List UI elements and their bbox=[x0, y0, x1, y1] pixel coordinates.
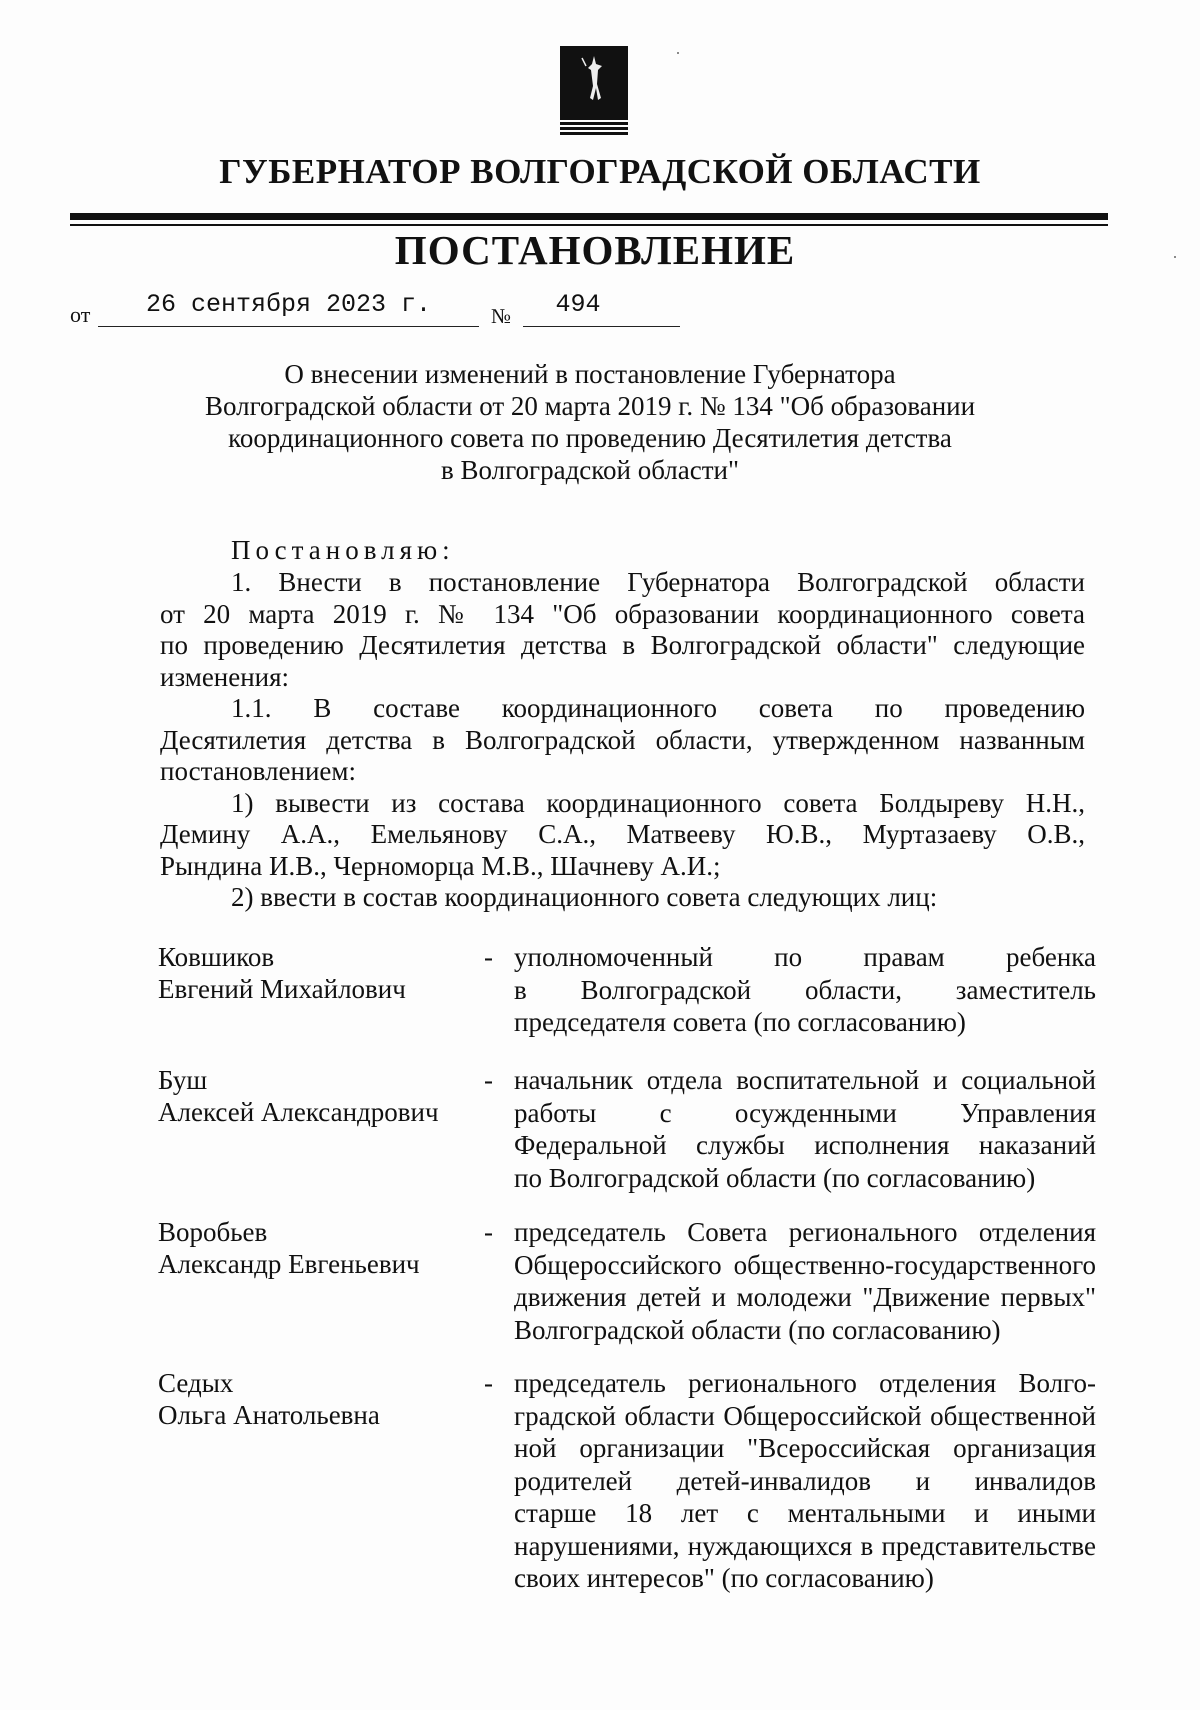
role-line: Федеральной службы исполнения наказаний bbox=[514, 1130, 1096, 1160]
role-line: в Волгоградской области, заместитель bbox=[514, 974, 1096, 1005]
paragraph-line: постановлением: bbox=[160, 756, 356, 786]
role-line: градской области Общероссийской общественной bbox=[514, 1400, 1096, 1431]
member-dash: - bbox=[484, 1217, 493, 1247]
role-line: своих интересов" (по согласованию) bbox=[514, 1563, 934, 1593]
paragraph-line: 1.1. В составе координационного совета по проведению bbox=[231, 693, 1085, 723]
document-subject bbox=[180, 358, 1000, 486]
member-role bbox=[514, 1367, 1096, 1595]
role-line: председатель Совета регионального отделения bbox=[514, 1217, 1096, 1247]
member-surname: Буш bbox=[158, 1065, 208, 1095]
number-label: № bbox=[491, 304, 512, 328]
member-given-names: Александр Евгеньевич bbox=[158, 1249, 420, 1279]
subject-line: координационного совета по проведению Десятилетия детства bbox=[228, 423, 952, 453]
paragraph-line: от 20 марта 2019 г. № 134 "Об образовании координационного совета bbox=[160, 598, 1085, 629]
role-line: уполномоченный по правам ребенка bbox=[514, 942, 1096, 972]
number-underline bbox=[523, 326, 680, 327]
role-line: председатель регионального отделения Волго- bbox=[514, 1368, 1096, 1398]
member-dash: - bbox=[484, 1368, 493, 1398]
member-dash: - bbox=[484, 1065, 493, 1095]
role-line: Волгоградской области (по согласованию) bbox=[514, 1314, 1001, 1345]
role-line: родителей детей-инвалидов и инвалидов bbox=[514, 1465, 1096, 1496]
role-line: начальник отдела воспитательной и социальной bbox=[514, 1065, 1096, 1095]
operative-text bbox=[160, 567, 1085, 914]
role-line: нарушениями, нуждающихся в представительстве bbox=[514, 1530, 1096, 1561]
paragraph-line: Десятилетия детства в Волгоградской области, утвержденном названным bbox=[160, 724, 1085, 755]
member-name bbox=[158, 1216, 458, 1280]
subject-line: Волгоградской области от 20 марта 2019 г. № 134 "Об образовании bbox=[204, 391, 976, 421]
role-line: движения детей и молодежи "Движение первых" bbox=[514, 1282, 1096, 1312]
role-line: по Волгоградской области (по согласованию) bbox=[514, 1162, 1036, 1193]
date-underline bbox=[98, 326, 479, 327]
header-rule-thick bbox=[70, 213, 1108, 220]
date-prefix: от bbox=[70, 302, 91, 327]
role-line: старше 18 лет с ментальными и иными bbox=[514, 1498, 1096, 1528]
paragraph-line: Рындина И.В., Черноморца М.В., Шачневу А.И.; bbox=[160, 850, 721, 881]
member-name bbox=[158, 941, 458, 1005]
authority-title: ГУБЕРНАТОР ВОЛГОГРАДСКОЙ ОБЛАСТИ bbox=[219, 152, 981, 191]
paragraph-line: изменения: bbox=[160, 661, 290, 692]
member-dash: - bbox=[484, 942, 493, 972]
member-surname: Седых bbox=[158, 1368, 234, 1398]
subject-line: О внесении изменений в постановление Губернатора bbox=[284, 359, 896, 389]
role-line: председателя совета (по согласованию) bbox=[514, 1007, 966, 1037]
decree-word: Постановляю: bbox=[231, 535, 455, 565]
paragraph-line: по проведению Десятилетия детства в Волгоградской области" следующие bbox=[160, 630, 1085, 660]
role-line: работы с осужденными Управления bbox=[514, 1097, 1096, 1128]
role-line: Общероссийского общественно-государственного bbox=[514, 1249, 1096, 1280]
member-given-names: Ольга Анатольевна bbox=[158, 1400, 380, 1430]
member-role bbox=[514, 941, 1096, 1039]
scan-speck bbox=[1174, 256, 1176, 258]
member-surname: Ковшиков bbox=[158, 942, 275, 972]
coat-of-arms-icon bbox=[558, 46, 631, 142]
document-date: 26 сентября 2023 г. bbox=[145, 290, 432, 319]
paragraph-line: Демину А.А., Емельянову С.А., Матвееву Ю.В., Муртазаеву О.В., bbox=[160, 819, 1085, 849]
member-given-names: Евгений Михайлович bbox=[158, 974, 406, 1004]
paragraph-line: 1) вывести из состава координационного совета Болдыреву Н.Н., bbox=[231, 787, 1085, 818]
subject-line: в Волгоградской области" bbox=[440, 455, 740, 485]
paragraph-line: 1. Внести в постановление Губернатора Волгоградской области bbox=[231, 567, 1085, 597]
role-line: ной организации "Всероссийская организация bbox=[514, 1433, 1096, 1463]
member-role bbox=[514, 1064, 1096, 1194]
member-surname: Воробьев bbox=[158, 1217, 268, 1247]
member-given-names: Алексей Александрович bbox=[158, 1097, 439, 1127]
member-name bbox=[158, 1367, 458, 1431]
scan-speck bbox=[677, 52, 679, 54]
paragraph-line: 2) ввести в состав координационного совета следующих лиц: bbox=[231, 882, 938, 912]
member-name bbox=[158, 1064, 458, 1128]
document-type: ПОСТАНОВЛЕНИЕ bbox=[394, 227, 796, 273]
member-role bbox=[514, 1216, 1096, 1346]
document-number: 494 bbox=[555, 290, 601, 319]
